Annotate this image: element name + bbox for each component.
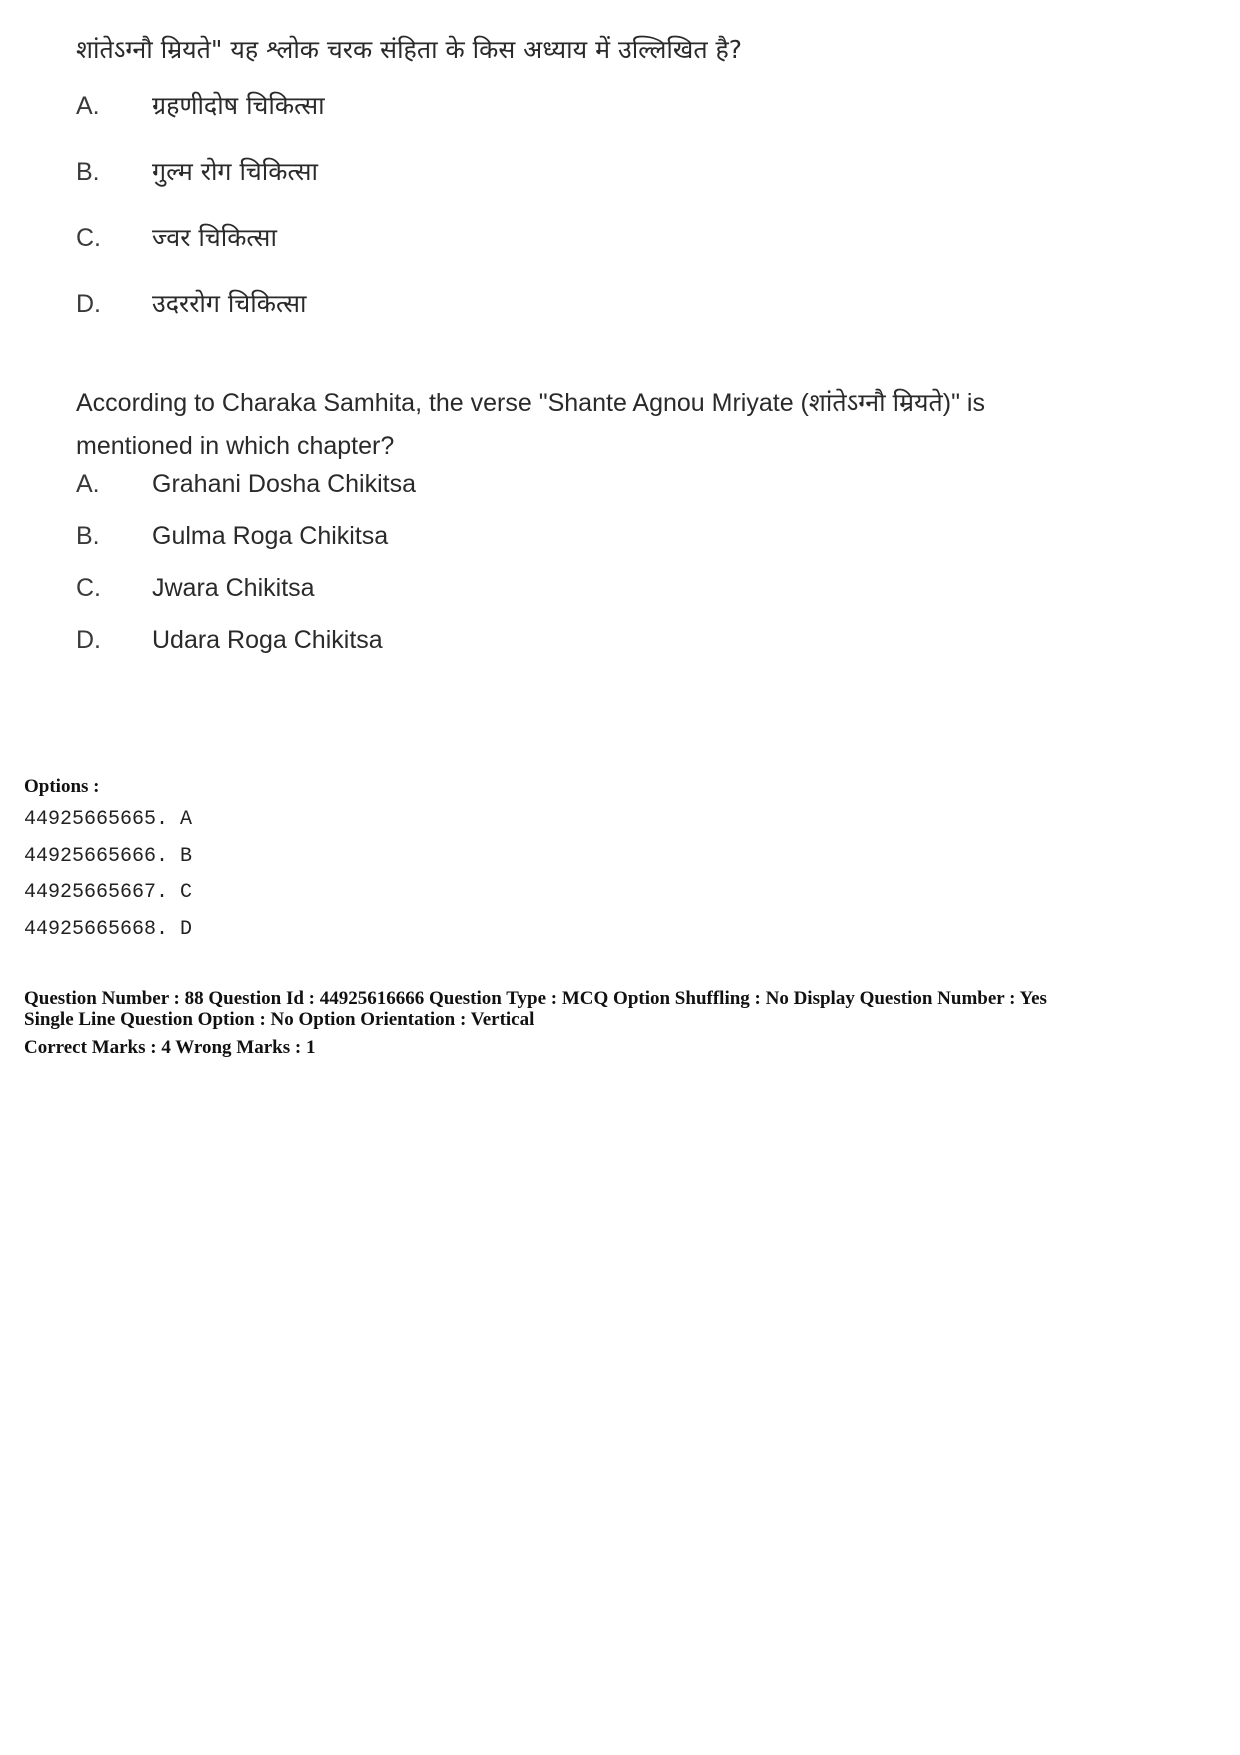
option-letter: D. xyxy=(76,290,101,318)
english-option-a xyxy=(76,470,1116,522)
question-info xyxy=(24,988,1047,1030)
option-id-item: 44925665666. B xyxy=(24,844,193,868)
question-image xyxy=(76,30,1116,678)
option-letter: D. xyxy=(76,626,101,654)
option-id-list xyxy=(24,802,192,948)
hindi-option-a xyxy=(76,88,1116,154)
question-info-line-2: Single Line Question Option : No Option Orientation : Vertical xyxy=(24,1009,535,1030)
option-text: Grahani Dosha Chikitsa xyxy=(152,470,417,498)
option-id-item: 44925665665. A xyxy=(24,808,193,831)
option-letter: C. xyxy=(76,224,101,252)
option-text: ग्रहणीदोष चिकित्सा xyxy=(152,91,325,120)
options-heading: Options : xyxy=(24,776,100,797)
english-question-line-1: According to Charaka Samhita, the verse "Shante Agnou Mriyate (शांतेऽग्नौ म्रियते)" is xyxy=(76,389,985,417)
marks-info: Correct Marks : 4 Wrong Marks : 1 xyxy=(24,1037,316,1058)
option-letter: A. xyxy=(76,92,100,120)
option-text: Udara Roga Chikitsa xyxy=(152,626,383,654)
hindi-question-text: शांतेऽग्नौ म्रियते" यह श्लोक चरक संहिता के किस अध्याय में उल्लिखित है? xyxy=(76,35,743,64)
option-letter: B. xyxy=(76,522,100,550)
option-text: ज्वर चिकित्सा xyxy=(152,223,277,252)
option-text: Gulma Roga Chikitsa xyxy=(152,522,389,550)
option-text: उदररोग चिकित्सा xyxy=(152,289,307,318)
hindi-question-block xyxy=(76,30,1116,352)
hindi-option-b xyxy=(76,154,1116,220)
english-option-d xyxy=(76,626,1116,678)
question-info-line-1: Question Number : 88 Question Id : 44925616666 Question Type : MCQ Option Shuffling : No Display Question Number : Yes xyxy=(24,988,1047,1009)
option-id-item: 44925665668. D xyxy=(24,917,193,941)
option-text: गुल्म रोग चिकित्सा xyxy=(152,157,318,186)
english-option-b xyxy=(76,522,1116,574)
option-letter: C. xyxy=(76,574,101,602)
english-option-c xyxy=(76,574,1116,626)
hindi-option-c xyxy=(76,220,1116,286)
option-id-item: 44925665667. C xyxy=(24,881,193,904)
english-question-block xyxy=(76,382,1116,678)
hindi-option-d xyxy=(76,286,1116,352)
english-question-line-2: mentioned in which chapter? xyxy=(76,432,395,460)
option-letter: A. xyxy=(76,470,100,498)
english-question-text xyxy=(76,382,1116,468)
option-letter: B. xyxy=(76,158,100,186)
option-text: Jwara Chikitsa xyxy=(152,574,315,602)
